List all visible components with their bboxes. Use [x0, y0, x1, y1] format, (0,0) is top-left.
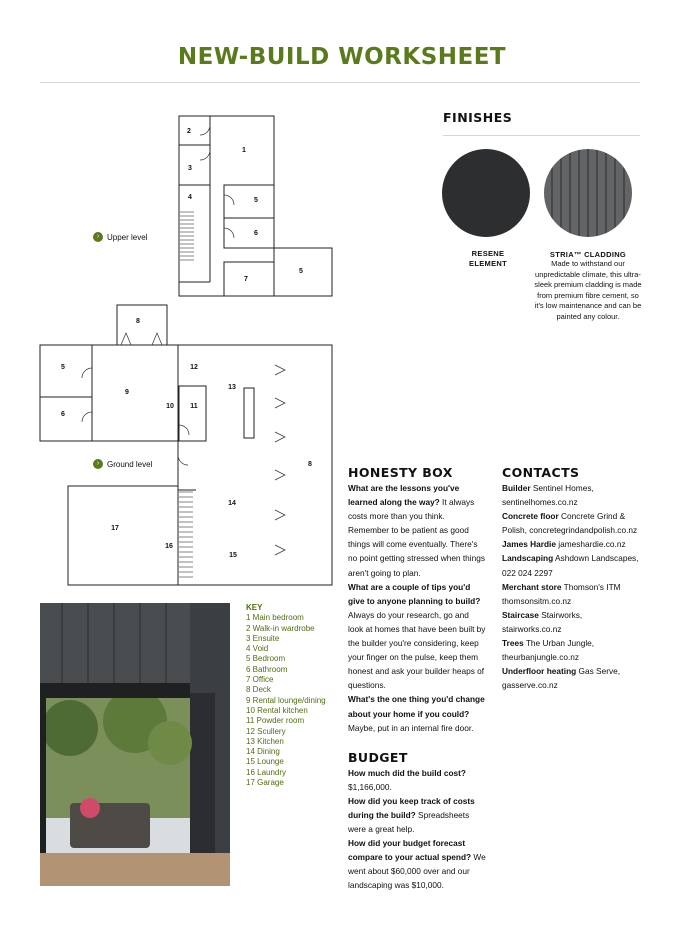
- key-item: 17 Garage: [246, 778, 284, 788]
- key-item: 6 Bathroom: [246, 664, 288, 674]
- key-item: 13 Kitchen: [246, 736, 284, 746]
- contacts-column: [502, 464, 644, 692]
- contact-item: Merchant store Thomson's ITM thomsonsitm.co.nz: [502, 581, 621, 606]
- title-divider: [40, 82, 640, 83]
- upper-outline: [179, 116, 274, 296]
- contact-item: Concrete floor Concrete Grind & Polish, concretegrindandpolish.co.nz: [502, 511, 638, 536]
- contact-item: Builder Sentinel Homes, sentinelhomes.co.nz: [502, 483, 594, 508]
- ground-level-label: › Ground level: [93, 459, 152, 469]
- room-number: 5: [299, 268, 303, 275]
- room-number: 5: [61, 364, 65, 371]
- room-number: 3: [188, 165, 192, 172]
- key-item: 14 Dining: [246, 747, 280, 757]
- key-item: 10 Rental kitchen: [246, 705, 308, 715]
- budget-qa: How much did the build cost? $1,166,000.: [348, 767, 466, 792]
- key-item: 7 Office: [246, 675, 274, 685]
- swatch-name: STRIA™ CLADDING: [549, 250, 627, 259]
- page-title: NEW-BUILD WORKSHEET: [177, 44, 507, 70]
- room-number: 11: [190, 403, 198, 410]
- room-number: 8: [308, 461, 312, 468]
- key-title: KEY: [246, 603, 263, 612]
- key-item: 11 Powder room: [246, 716, 305, 726]
- resene-element-swatch: [442, 149, 530, 237]
- contacts-heading: CONTACTS: [502, 465, 580, 480]
- contact-item: Landscaping Ashdown Landscapes, 022 024 2297: [502, 553, 639, 578]
- room-number: 8: [136, 318, 140, 325]
- key-item: 2 Walk-in wardrobe: [246, 623, 315, 633]
- room-number: 17: [111, 525, 119, 532]
- key-item: 15 Lounge: [246, 757, 284, 767]
- key-item: 5 Bedroom: [246, 654, 286, 664]
- room-number: 14: [228, 500, 236, 507]
- room-number: 2: [187, 128, 191, 135]
- finishes-divider: [443, 135, 640, 136]
- arrow-icon: ›: [93, 459, 103, 469]
- key-item: 8 Deck: [246, 685, 271, 695]
- stria-cladding-swatch: [544, 149, 632, 237]
- key-item: 3 Ensuite: [246, 633, 280, 643]
- room-number: 13: [228, 384, 236, 391]
- room-number: 7: [244, 276, 248, 283]
- honesty-qa: What are the lessons you've learned along the way? It always costs more than you think. Remember to be patient as good things will come eventually. There's no point getting stressed when things aren't going to plan.: [348, 483, 485, 578]
- room-number: 5: [254, 197, 258, 204]
- room-number: 15: [229, 552, 237, 559]
- swatch-description: Made to withstand our unpredictable climate, this ultra-sleek premium cladding is made from premium fibre cement, so it's low maintenance and can be painted any colour.: [534, 259, 642, 321]
- contact-item: Underfloor heating Gas Serve, gasserve.co.nz: [502, 666, 621, 691]
- honesty-heading: HONESTY BOX: [348, 465, 453, 480]
- finishes-heading: FINISHES: [443, 110, 513, 125]
- honesty-budget-column: [348, 464, 486, 893]
- honesty-qa: What are a couple of tips you'd give to anyone planning to build? Always do your research, go and look at homes that have been built by the builder you're considering, keep your finger on the pulse, keep them honest and ask your builder heaps of questions.: [348, 581, 486, 691]
- contact-item: James Hardie jameshardie.co.nz: [502, 539, 626, 550]
- arrow-icon: ›: [93, 232, 103, 242]
- room-number: 6: [61, 411, 65, 418]
- budget-qa: How did you keep track of costs during the build? Spreadsheets were a great help.: [348, 795, 475, 835]
- room-number: 16: [165, 543, 173, 550]
- room-number: 1: [242, 147, 246, 154]
- swatch-name: RESENE ELEMENT: [469, 249, 507, 268]
- key-item: 1 Main bedroom: [246, 613, 304, 623]
- room-number: 9: [125, 389, 129, 396]
- contact-item: Staircase Stairworks, stairworks.co.nz: [502, 609, 583, 634]
- house-photo: [40, 603, 230, 886]
- contact-item: Trees The Urban Jungle, theurbanjungle.co.nz: [502, 638, 595, 663]
- room-number: 6: [254, 230, 258, 237]
- key-item: 12 Scullery: [246, 726, 286, 736]
- floor-plan-key: [246, 603, 326, 788]
- key-item: 4 Void: [246, 644, 269, 654]
- upper-level-label: › Upper level: [93, 232, 147, 242]
- budget-qa: How did your budget forecast compare to your actual spend? We went about $60,000 over and our landscaping was $10,000.: [348, 838, 486, 891]
- budget-heading: BUDGET: [348, 749, 408, 765]
- room-number: 10: [166, 403, 174, 410]
- key-item: 9 Rental lounge/dining: [246, 695, 326, 705]
- room-number: 4: [188, 194, 192, 201]
- key-item: 16 Laundry: [246, 767, 287, 777]
- room-number: 12: [190, 364, 198, 371]
- floor-plan: [38, 100, 338, 590]
- honesty-qa: What's the one thing you'd change about your home if you could? Maybe, put in an internal fire door.: [348, 694, 485, 733]
